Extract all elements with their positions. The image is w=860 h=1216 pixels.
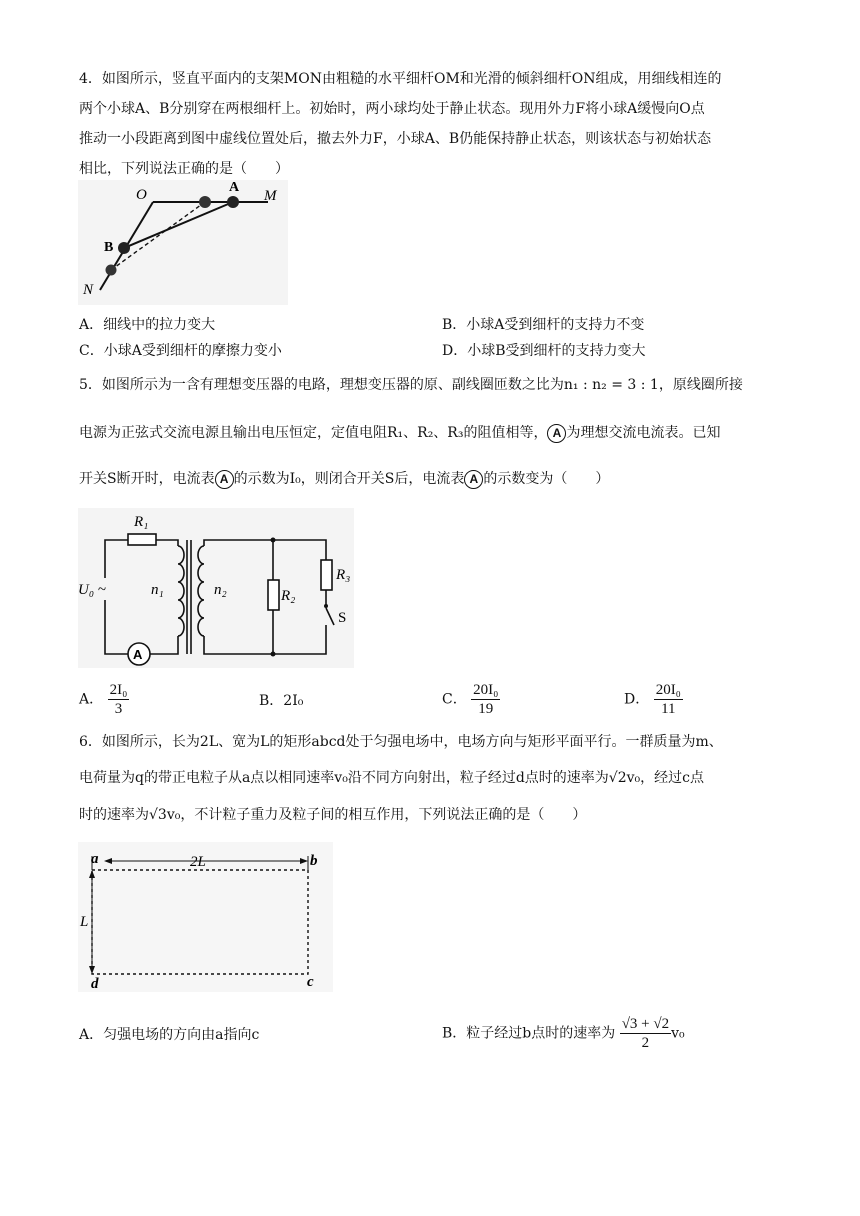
q6-option-b [442,1015,685,1052]
q5-option-d [624,681,683,718]
label-a: A [229,180,240,195]
q4-stem-line-2: 两个小球A、B分别穿在两根细杆上。初始时，两小球均处于静止状态。现用外力F将小球A缓慢向O点 [79,101,705,117]
q5-option-a [79,681,129,718]
ball-a [227,196,239,208]
q4-option-d: D．小球B受到细杆的支持力变大 [442,343,646,359]
fraction-denominator: 11 [661,701,676,717]
q5-option-b: B．2I₀ [259,693,304,709]
q5-stem-line-3 [79,469,609,489]
q4-figure-rods [78,180,288,305]
q5-line2-text-b: 为理想交流电流表。已知 [566,425,721,441]
fraction [654,681,683,718]
label-b: B [104,240,114,255]
label-u0: U₀ ~ [78,582,106,598]
label-width: L [80,914,89,930]
label-n2: n₂ [214,582,227,598]
ammeter-icon: A [464,470,483,489]
q6-stem-line-2: 电荷量为q的带正电粒子从a点以相同速率v₀沿不同方向射出，粒子经过d点时的速率为√2v₀，经过c点 [79,770,704,786]
fraction [620,1015,671,1052]
fraction [108,681,130,718]
option-d-prefix: D． [624,691,650,708]
label-d: d [91,976,99,992]
label-length: 2L [190,854,206,870]
fraction-denominator: 19 [478,701,494,717]
label-n: N [83,282,94,298]
q4-option-c: C．小球A受到细杆的摩擦力变小 [79,343,282,359]
fraction-numerator: 2I₀ [109,682,128,698]
q4-option-a: A．细线中的拉力变大 [79,317,216,333]
option-b-suffix: v₀ [671,1025,685,1042]
label-b: b [310,853,318,869]
fraction-denominator: 2 [641,1035,650,1051]
q5-line3-text-b: 的示数为I₀，则闭合开关S后，电流表 [233,471,465,487]
label-m: M [264,188,277,204]
fraction-denominator: 3 [114,701,123,717]
fraction-numerator: 20I₀ [473,682,499,698]
label-r2: R₂ [281,588,296,604]
q5-stem-line-1: 5．如图所示为一含有理想变压器的电路，理想变压器的原、副线圈匝数之比为n₁ : n₂ = 3 : 1，原线圈所接 [79,377,743,393]
q4-stem-line-1: 4．如图所示，竖直平面内的支架MON由粗糙的水平细杆OM和光滑的倾斜细杆ON组成，用细线相连的 [79,71,722,87]
label-n1: n₁ [151,582,164,598]
q6-rectangle-figure [78,842,333,992]
q4-stem-line-4: 相比，下列说法正确的是（ ） [79,161,289,177]
q5-line3-text-c: 的示数变为（ ） [483,471,610,487]
fraction-numerator: 20I₀ [655,682,681,698]
label-s: S [338,610,347,626]
q5-line3-text: 开关S断开时，电流表 [79,471,215,487]
fraction [471,681,500,718]
label-r3: R₃ [336,567,351,583]
q6-option-a: A．匀强电场的方向由a指向c [79,1027,260,1043]
q6-stem-line-1: 6．如图所示，长为2L、宽为L的矩形abcd处于匀强电场中，电场方向与矩形平面平行。一群质量为m、 [79,734,723,750]
label-r1: R₁ [134,514,149,530]
label-c: c [307,974,314,990]
q6-stem-line-3: 时的速率为√3v₀，不计粒子重力及粒子间的相互作用，下列说法正确的是（ ） [79,807,587,823]
label-o: O [136,187,147,203]
q5-line2-text: 电源为正弦式交流电源且输出电压恒定，定值电阻R₁、R₂、R₃的阻值相等， [79,425,548,441]
q5-stem-line-2 [79,423,720,443]
fraction-numerator: √3 + √2 [621,1016,670,1032]
q5-option-c [442,681,500,718]
option-b-prefix: B．粒子经过b点时的速率为 [442,1025,616,1042]
ball-b [118,242,130,254]
ammeter-icon: A [133,647,143,662]
option-a-prefix: A． [79,691,104,708]
q4-option-b: B．小球A受到细杆的支持力不变 [442,317,645,333]
ammeter-icon: A [215,470,234,489]
label-a: a [91,851,99,867]
q4-stem-line-3: 推动一小段距离到图中虚线位置处后，撤去外力F，小球A、B仍能保持静止状态，则该状态与初始状态 [79,131,712,147]
ammeter-icon: A [547,424,566,443]
option-c-prefix: C． [442,691,467,708]
q5-circuit-figure [78,508,354,668]
